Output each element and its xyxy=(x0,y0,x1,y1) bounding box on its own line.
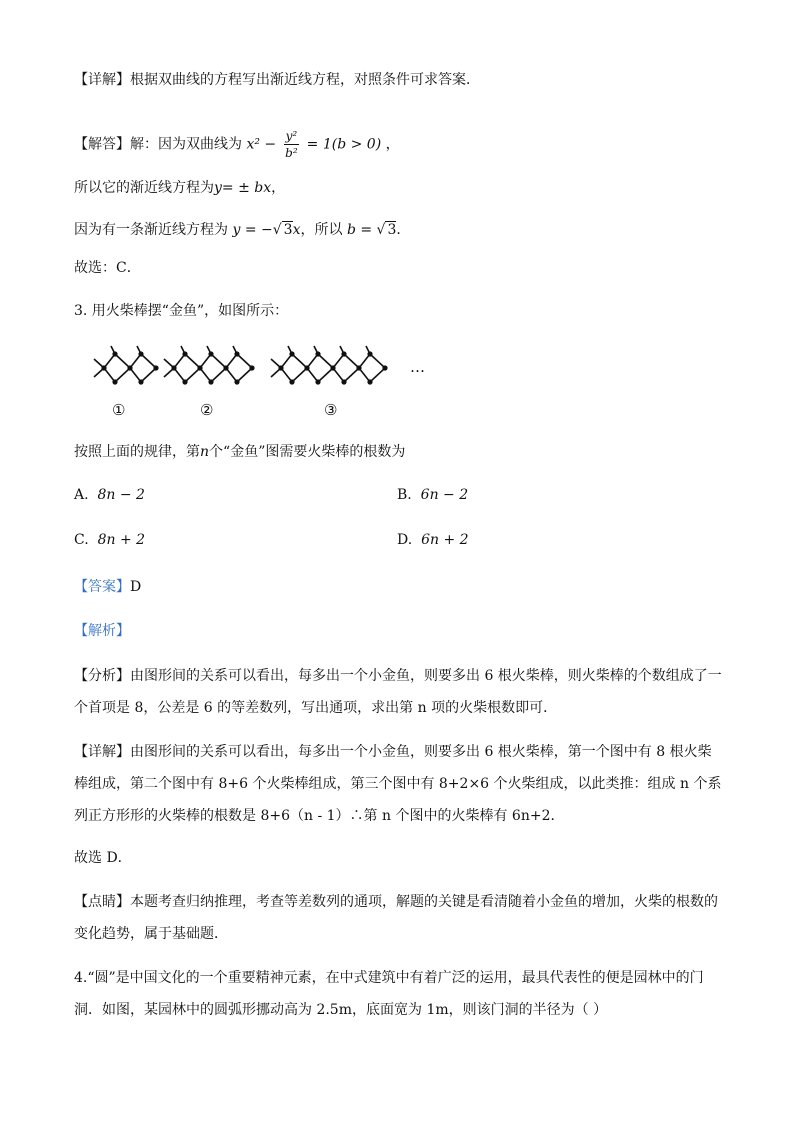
answer-row xyxy=(74,577,141,597)
figure-ellipsis: … xyxy=(410,358,425,376)
matchstick xyxy=(200,354,211,368)
figure-label-1: ① xyxy=(112,401,126,419)
matchstick xyxy=(115,368,130,382)
matchstick xyxy=(307,368,318,382)
matchstick xyxy=(115,354,130,368)
option-c-value: 8n + 2 xyxy=(97,532,146,548)
line-eq-sqrt: 3 xyxy=(283,222,293,238)
matchstick xyxy=(237,368,252,382)
q4-stem: 4.“圆”是中国文化的一个重要精神元素，在中式建筑中有着广泛的运用，最具代表性的便是园林中的门洞．如图，某园林中的圆弧形挪动高为 2.5m，底面宽为 1m，则该门洞的半径为（ ） xyxy=(74,970,704,1018)
answer-value: D xyxy=(130,579,142,595)
fenxi-paragraph: 【分析】由图形间的关系可以看出，每多出一个小金鱼，则要多出 6 根火柴棒，则火柴棒的个数组成了一个首项是 8，公差是 6 的等差数列，写出通项，求出第 n 项的火柴根数即可． xyxy=(74,668,722,716)
matchstick xyxy=(307,354,318,368)
matchstick xyxy=(104,354,115,368)
matchstick xyxy=(141,354,156,368)
matchstick xyxy=(174,368,185,382)
hyperbola-fraction xyxy=(284,128,300,161)
option-a xyxy=(74,487,145,503)
matchstick xyxy=(318,354,333,368)
matchstick xyxy=(281,368,292,382)
matchstick xyxy=(370,368,385,382)
matchstick xyxy=(292,354,307,368)
answer-tag: 【答案】 xyxy=(74,579,130,595)
matchstick xyxy=(333,368,344,382)
matchstick-figure xyxy=(74,335,434,395)
line-eq-b: x xyxy=(292,222,301,238)
matchstick xyxy=(185,368,200,382)
one-prefix: 因为有一条渐近线方程为 xyxy=(74,222,228,238)
matchstick xyxy=(344,354,359,368)
matchstick xyxy=(141,368,156,382)
match-head xyxy=(154,366,158,370)
option-b xyxy=(397,487,468,503)
option-d-label: D. xyxy=(397,532,413,548)
matchstick xyxy=(292,368,307,382)
one-asymptote-line: 因为有一条渐近线方程为 y = −√ 3x，所以 b = √ 3． xyxy=(74,222,411,238)
matchstick xyxy=(104,368,115,382)
line-eq-a: y = − xyxy=(232,222,273,238)
q3-stem: 3. 用火柴棒摆“金鱼”，如图所示： xyxy=(74,303,289,319)
matchstick xyxy=(226,368,237,382)
q3-rule xyxy=(74,442,405,462)
option-d-value: 6n + 2 xyxy=(421,532,469,548)
asym-prefix: 所以它的渐近线方程为 xyxy=(74,180,214,196)
match-head xyxy=(383,366,387,370)
b-sqrt: 3 xyxy=(387,222,397,238)
option-b-value: 6n − 2 xyxy=(420,487,469,503)
rule-n: n xyxy=(200,444,210,460)
asym-suffix: ， xyxy=(271,180,286,196)
matchstick-goldfish-svg xyxy=(74,335,434,391)
analysis-tag: 【解析】 xyxy=(74,623,130,639)
matchstick xyxy=(318,368,333,382)
matchstick xyxy=(281,354,292,368)
option-a-label: A. xyxy=(74,487,89,503)
hyperbola-rest: = 1(b > 0) xyxy=(306,136,382,153)
matchstick xyxy=(359,354,370,368)
option-c xyxy=(74,532,145,548)
matchstick xyxy=(130,354,141,368)
matchstick xyxy=(370,354,385,368)
matchstick xyxy=(211,354,226,368)
detail-line: 【详解】根据双曲线的方程写出渐近线方程，对照条件可求答案． xyxy=(74,72,480,88)
hyperbola-x2: x² − xyxy=(246,136,277,153)
option-c-label: C. xyxy=(74,532,89,548)
b-eq: b = xyxy=(346,222,373,238)
matchstick xyxy=(333,354,344,368)
matchstick xyxy=(200,368,211,382)
option-d xyxy=(397,532,469,548)
one-suffix: ． xyxy=(396,222,411,238)
rule-prefix: 按照上面的规律，第 xyxy=(74,444,200,460)
matchstick xyxy=(237,354,252,368)
choose-d-line: 故选 D． xyxy=(74,850,132,866)
choose-c-line: 故选：C． xyxy=(74,260,141,276)
one-mid: ，所以 xyxy=(300,222,343,238)
rule-suffix: 个“金鱼”图需要火柴棒的根数为 xyxy=(209,444,406,460)
matchstick xyxy=(344,368,359,382)
fraction-denominator: b² xyxy=(285,146,298,160)
dianjing-paragraph: 【点睛】本题考查归纳推理，考查等差数列的通项，解题的关键是看清随着小金鱼的增加，火柴的根数的变化趋势，属于基础题． xyxy=(74,894,718,942)
xiangjie-paragraph: 【详解】由图形间的关系可以看出，每多出一个小金鱼，则要多出 6 根火柴棒，第一个图中有 8 根火柴棒组成，第二个图中有 8+6 个火柴棒组成，第三个图中有 8+2×6 个火柴组成，以此类推：组成 n 个系列正方形形的火柴棒的根数是 8+6（n - 1）∴第 n 个图中的火柴棒有 6n+2． xyxy=(74,744,722,824)
matchstick xyxy=(226,354,237,368)
answer-line xyxy=(74,128,400,161)
asymptote-line xyxy=(74,178,285,198)
matchstick xyxy=(211,368,226,382)
asym-equation: y= ± bx xyxy=(214,180,272,196)
option-b-label: B. xyxy=(397,487,412,503)
figure-label-2: ② xyxy=(200,401,214,419)
fraction-numerator: y² xyxy=(285,129,298,143)
answer-suffix: ， xyxy=(385,136,400,153)
matchstick xyxy=(185,354,200,368)
answer-prefix: 【解答】解：因为双曲线为 xyxy=(74,136,242,153)
match-head xyxy=(250,366,254,370)
option-a-value: 8n − 2 xyxy=(97,487,145,503)
matchstick xyxy=(130,368,141,382)
matchstick xyxy=(359,368,370,382)
figure-label-3: ③ xyxy=(324,401,338,419)
matchstick xyxy=(174,354,185,368)
